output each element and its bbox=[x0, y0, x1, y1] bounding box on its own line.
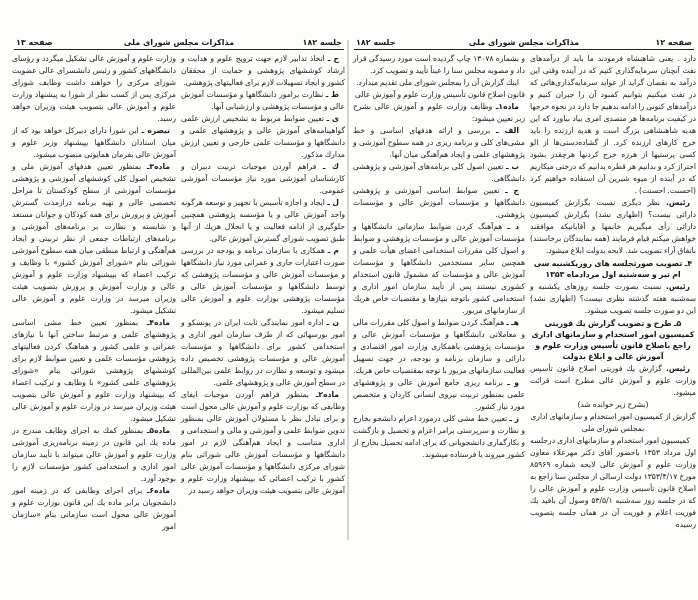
law-title: قانون اصلاح قانون تأسيس وزارت علوم و آموزش عالی bbox=[354, 90, 525, 99]
article-5: ماده۵ـ بمنظور كمك به اجرای وظايف مندرج در ماده يك اين قانون در زمينه برنامه‌ريزی آموزشی وزارت علوم و آموزش عالی ميتواند با تأييد سازمان امور اداری و استخدامی كشور مؤسسات لازم را بوجود آورد. bbox=[12, 426, 176, 483]
article-label: ماده۵ـ bbox=[146, 426, 170, 435]
clause: ج ـ تعيين ضوابط اساسی آموزشی و پژوهشی دانشگاهها و مؤسسات آموزش عالی و مؤسسات پژوهشی. bbox=[353, 186, 525, 219]
article-label: ماده۶ـ bbox=[146, 486, 170, 495]
column-inner bbox=[181, 53, 345, 497]
clause: ل ـ ايجاد و اجازه تأسيس يا تجهيز و توسعه هرگونه واحد آموزش عالی و يا مؤسسه پژوهشی همچنين جلوگيری از ادامه فعاليت و يا انحلال هريك از آنها طبق تصويب شورای گسترش آموزش عالی. bbox=[181, 198, 345, 243]
clause: ح ـ اتخاذ تدابير لازم جهت ترويج علوم و هدايت و ارشاد كوششهای پژوهشی و حمايت از محققان كشور و ايجاد تسهيلات لازم برای فعاليتهای پژوهشی. bbox=[181, 54, 345, 87]
note-label: تبصره ـ bbox=[141, 126, 170, 135]
speaker-paragraph: رئيس. نسبت بصورت جلسه روزهای يكشنبه و سه‌شنبه هفته گذشته نظری نيست؟ (اظهاری نشد) اين دو صورت جلسه تصويب ميشود. bbox=[530, 282, 696, 315]
clause: الف ـ بررسی و ارائه هدفهای اساسی و خط مشی‌های كلی و برنامه ريزی در همه سطوح آموزشی و پژوهشهای علمی و ايجاد هم‌آهنگی ميان آنها. bbox=[353, 126, 525, 159]
clause: ز ـ تعيين خط مشی كلی درمورد اعزام دانشجو بخارج و نظارت و سرپرستی برامر اعزام و تحصيل و بازگشت و بكارگماری دانشجويانی كه برای ادامه تحصيل بخارج از كشور ميروند يا فرستاده ميشوند. bbox=[353, 414, 525, 459]
clause: ب ـ تعيين اصول كلی برنامه‌های آموزشی و پژوهشی دانشگاهی. bbox=[353, 162, 525, 183]
speaker-label: رئيس. bbox=[666, 198, 690, 207]
paragraph: و بشماره ۱۳۰۷۸ چاپ گرديده است مورد رسيدگی قرار داد و مصوبه مجلس سنا را عيناً تأييد و تصويب كرد. bbox=[353, 54, 525, 75]
speaker-paragraph: رئيس. نظر ديگری نسبت بگزارش كميسيون دارائی نيست؟ (اظهاری نشد) بگزارش كميسيون دارائی رأی ميگيريم خانمها و آقايانيكه موافقند خواهش ميكنم قيام فرمايند (همه نمايندگان برخاستند) باتفاق آراء تصويب شد. لايحه بدولت ابلاغ ميشود. bbox=[530, 198, 696, 255]
speaker-paragraph: رئيس. گزارش يك فوريتی اصلاح قانون تأسيس وزارت علوم و آموزش عالی مطرح است قرائت ميشود. bbox=[530, 364, 696, 397]
column-outer bbox=[530, 53, 696, 531]
article-2: ماده۲ـ بمنظور فراهم آوردن موجبات ايفای وظايفی كه بوزارت علوم و آموزش عالی محول است و برای تبادل نظر با مسئولان آموزش عالی بمنظور تدوين ضوابط علمی و آموزشی و مالی و استخدامی و اداری متناسب و ايجاد هم‌آهنگی لازم در امور دانشگاهها و مؤسسات آموزش عالی شورائی بنام شورای مركزی دانشگاهها و مؤسسات آموزش عالی كشور با تركيب اعضائی كه بپيشنهاد وزارت علوم و آموزش عالی بتصويب هيئت وزيران خواهد رسيد در bbox=[181, 390, 345, 495]
running-title: مذاکرات مجلس شورای ملی bbox=[123, 38, 235, 47]
clause: و ـ برنامه ريزی جامع آموزش عالی و پژوهشهای علمی بمنظور تربيت نيروی انسانی كاردان و متخصص مورد نياز كشور. bbox=[353, 378, 525, 411]
section-heading-4: ۴ـ تصويب صورتجلسه های روزيكشنبه سی ام تير و سه‌شنبه اول مردادماه ۱۳۵۳ bbox=[533, 259, 693, 279]
speaker-label: رئيس. bbox=[666, 282, 690, 291]
page-header bbox=[354, 38, 694, 50]
page-number: صفحه ۱۳ bbox=[16, 38, 53, 47]
clause: ك ـ فراهم آوردن موجبات تربيت دبيران و كارشناسان آموزشی مورد نياز مؤسسات آموزشی عمومی. bbox=[181, 162, 345, 195]
article-6: ماده۶ـ برای اجرای وظايفی كه در زمينه امور دانشجويان برابر ماده يك اين قانون بوزارت علوم و آموزش عالی محول است سازمانی بنام «سازمان امور bbox=[12, 486, 176, 531]
clause: د ـ هم‌آهنگ كردن ضوابط سازمانی دانشگاهها و مؤسسات آموزش عالی و مؤسسات پژوهشی و ضوابط و اصول كلی مقررات استخدامی اعضای هيأت علمی و همچنين ساير مستخدمين دانشگاهها و مؤسسات آموزش عالی و مؤسسات كه مشمول قانون استخدام كشوری نيستند پس از تأييد سازمان امور اداری و استخدامی كشور باتوجه بنيازها و مقتضيات خاص هريك از سازمانهای مزبور. bbox=[353, 222, 525, 315]
paragraph: دارد . يعنی شاهنشاه فرمودند ما بايد از درآمدهای نفت آنچنان سرمايه‌گذاری كنيم كه در آينده وقتی اين درآمد به نقصان گرايد از عوايد سرمايه‌گذاری‌هائی كه در نفت ميكنيم بتوانيم كمبود آن را جبران كنيم و درآمدهای كنونی را ادامه بدهيم جا دارد در نحوه خرجها در كيفيت برنامه‌ها هر متصدی امری بياد بياورد كه اين هديه شاهنشاهی بزرگ است و هديه ارزنده را بايد خرج كارهای ارزنده كرد. از گشاده‌دستی‌ها از الو كسی پرستيها از هرزه خرج كردنها هرچقدر بشود احتراز كرد و بدانيم هر قطره بدانيم كه درختی ميكاريم كه در آينده از ميوه شيرين آن استفاده خواهيم كرد (احسنت. احسنت) . bbox=[530, 54, 696, 195]
page-number: صفحه ۱۲ bbox=[655, 38, 692, 47]
running-title: مذاکرات مجلس شورای ملی bbox=[468, 38, 580, 47]
clause: هـ ـ هم‌آهنگ كردن ضوابط و اصول كلی مقررات مالی و معاملاتی دانشگاهها و مؤسسات آموزش عالی و مؤسسات پژوهشی باهمكاری وزارت امور اقتصادی و دارائی و سازمان برنامه و بودجه، در جهت تسهيل فعاليت سازمانهای مزبور با توجه بمقتضيات خاص هريك. bbox=[353, 318, 525, 375]
session-number: جلسه ۱۸۲ bbox=[302, 38, 342, 47]
article-label: ماده۴ـ bbox=[146, 318, 170, 327]
clause: ن ـ اداره امور نمايندگی ثابت ايران در يونسكو و امور بورسهائی كه از طرف سازمان امور اداری و استخدامی كشور برای دانشگاهها و مؤسسات آموزش عالی و مؤسسات پژوهشی تخصيص داده ميشود و توسعه و نظارت در روابط علمی بين‌المللی در سطح آموزش عالی و پژوهشهای علمی. bbox=[181, 318, 345, 387]
article-1: ماده۱ـ وظايف وزارت علوم و آموزش عالی بشرح زير تعيين ميشود: bbox=[353, 102, 525, 123]
paragraph: كميسيون امور استخدام و سازمانهای اداری درجلسه اول مرداد ۱۳۵۳ باحضور آقای دكتر مهرعلاء معاون وزارت علوم و آموزش عالی لايحه شماره ۸۵۹۶۹ مورخ ۱۳۵۳/۴/۱۷ دولت ارسالی از مجلس سنا راجع به اصلاح قانون تأسيس وزارت علوم و آموزش عالی را كه در جلسه روز سه‌شنبه ۵۳/۵/۱ وصول آن باقيد يك فوريت اعلام و فوريت آن در همان جلسه بتصويب رسيده bbox=[530, 436, 697, 529]
column-outer bbox=[12, 53, 176, 533]
read-note: (بشرح زير خوانده شد) bbox=[577, 400, 649, 409]
column-inner bbox=[353, 53, 525, 461]
paragraph: وزارت علوم و آموزش عالی تشكيل ميگردد و رؤسای دانشگاههای كشور و رئيس دانشسرای عالی عضويت شورای مركزی را خواهند داشت وظايف شورای مركزی پس از كسب نظر از شورا به پيشنهاد وزارت علوم و آموزش عالی بتصويب هيئت وزيران خواهد رسيد. bbox=[12, 54, 176, 123]
paragraph: اينك گزارش آن را بمجلس شورای ملی تقديم ميدارد. bbox=[356, 78, 519, 87]
article-4: ماده۴ـ بمنظور تعيين خط مشی اساسی پژوهشهای علمی و مرتبط ساختن آنها با نيازهای عمرانی و علمی كشور و هماهنگ كردن فعاليتهای پژوهشی مؤسسات علمی و تعيين ضوابط لازم برای كوششهای پژوهشی شورائی بنام «شورای پژوهشهای علمی كشور» با وظايف و تركيب اعضاء كه بپيشنهاد وزارت علوم و آموزش عالی بتصويب هيئت وزيران ميرسد در وزارت علوم و آموزش عالی تشكيل ميشود. bbox=[12, 318, 176, 423]
article-label: ماده۱ـ bbox=[495, 102, 519, 111]
article-label: ماده۲ـ bbox=[315, 390, 339, 399]
page-header bbox=[14, 38, 344, 50]
clause: ی ـ تعيين ضوابط مربوط به تشخيص ارزش علمی گواهينامه‌های آموزش عالی و پژوهشهای علمی و دانشگاهها و مؤسسات علمی خارجی و تعيين ارزش مدارك مذكور. bbox=[181, 114, 345, 159]
paragraph: تبصره ـ اين شورا دارای دبيركل خواهد بود كه از ميان استادان دانشگاهها بپيشنهاد وزير علوم و آموزش عالی بفرمان همايونی منصوب ميشود. bbox=[12, 126, 176, 159]
book-spine bbox=[347, 40, 349, 540]
section-heading-5: ۵ـ طرح و تصويب گزارش يك فوريتی كميسيون امور استخدام و سازمانهای اداری راجع باصلاح قانون تأسيس وزارت علوم و آموزش عالی و ابلاغ بدولت bbox=[531, 319, 695, 361]
article-label: ماده۳ـ bbox=[146, 162, 170, 171]
speaker-label: رئيس. bbox=[666, 364, 690, 373]
article-3: ماده۳ـ بمنظور تعيين هدفهای آموزش ملی و تشخيص اصول كلی كوششهای آموزشی و پژوهشی مؤسسات آموزشی از سطح كودكستان تا مراحل تخصصی عالی و تهيه برنامه درازمدت گسترش آموزش و پرورش برای همه كودكان و جوانان مستعد و شايسته و نظارت بر برنامه‌های آموزشی و برنامه‌های ارتباطات جمعی از نظر تربيتی و ايجاد هم‌آهنگی و ارتباط منطقی ميان همه سطوح آموزشی شورائی بنام «شورای آموزش كشور» با وظايف و تركيب اعضاء كه بپيشنهاد وزارت علوم و آموزش عالی و وزارت آموزش و پرورش بتصويب هيئت وزيران ميرسد در وزارت علوم و آموزش عالی تشكيل ميشود. bbox=[12, 162, 176, 315]
clause: ط ـ نظارت برامور دانشگاهها و مؤسسات آموزش عالی و مؤسسات پژوهشی و ارزشيابی آنها. bbox=[181, 90, 345, 111]
session-number: جلسه ۱۸۲ bbox=[356, 38, 396, 47]
clause: م ـ همكاری با سازمان برنامه و بودجه در بررسی صورت اعتبارات جاری و عمرانی مورد نياز دانشگاهها و مؤسسات آموزش عالی و مؤسسات پژوهشی كه توسط دانشگاهها و مؤسسات آموزش عالی و مؤسسات پژوهشی بوزارت علوم و آموزش عالی تسليم ميشود. bbox=[181, 246, 345, 315]
report-title: گزارش از كميسيون امور استخدام و سازمانهای اداری بمجلس شورای ملی bbox=[530, 412, 696, 433]
